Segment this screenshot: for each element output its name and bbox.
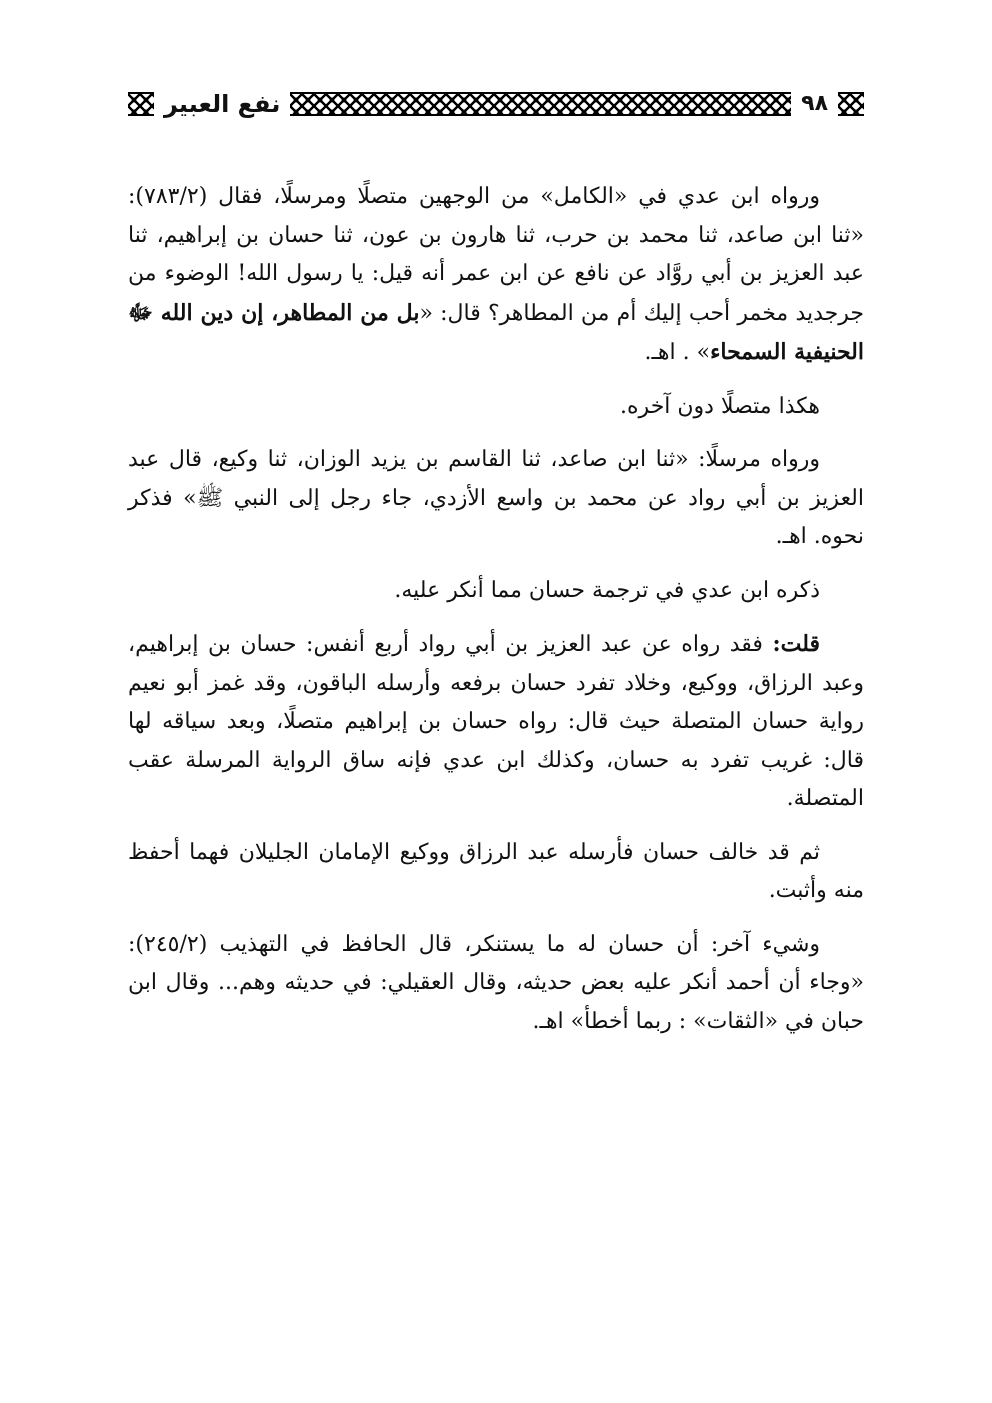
paragraph-1-text-a: ورواه ابن عدي في «الكامل» من الوجهين متصلًا ومرسلًا، فقال (٧٨٣/٢): «ثنا ابن صاعد، ثنا محمد بن حرب، ثنا هارون بن عون، ثنا حسان بن إبراهيم، ثنا عبد العزيز بن أبي روَّاد عن نافع عن ابن عمر أنه قيل: يا رسول الله! الوضوء من جرجديد مخمر أحب إليك أم من المطاهر؟ قال: « <box>128 184 864 326</box>
header-ornament-band-icon <box>290 92 791 116</box>
book-title: نفع العبير <box>164 90 281 118</box>
paragraph-5 <box>128 625 864 819</box>
paragraph-6: ثم قد خالف حسان فأرسله عبد الرزاق ووكيع الإمامان الجليلان فهما أحفظ منه وأثبت. <box>128 839 864 903</box>
paragraph-1-text-b: » . اهـ. <box>644 340 711 365</box>
paragraph-1 <box>128 178 864 373</box>
paragraph-5-text: فقد رواه عن عبد العزيز بن أبي رواد أربع أنفس: حسان بن إبراهيم، وعبد الرزاق، ووكيع، وخلاد تفرد حسان برفعه وأرسله الباقون، وقد غمز أبو نعيم رواية حسان المتصلة حيث قال: رواه حسان بن إبراهيم متصلًا، وبعد سياقه لها قال: غريب تفرد به حسان، وكذلك ابن عدي فإنه ساق الرواية المرسلة عقب المتصلة. <box>128 632 864 811</box>
body-text <box>128 178 864 1056</box>
header-ornament-right-icon <box>838 92 864 116</box>
paragraph-4: ذكره ابن عدي في ترجمة حسان مما أنكر عليه. <box>394 577 820 603</box>
paragraph-3: ورواه مرسلًا: «ثنا ابن صاعد، ثنا القاسم بن يزيد الوزان، ثنا وكيع، قال عبد العزيز بن أبي رواد عن محمد بن واسع الأزدي، جاء رجل إلى النبي ﷺ» فذكر نحوه. اهـ. <box>128 447 864 549</box>
header-ornament-left-icon <box>128 92 154 116</box>
paragraph-5-label: قلت: <box>772 631 820 657</box>
page-number: ٩٨ <box>801 91 828 116</box>
paragraph-7: وشيء آخر: أن حسان له ما يستنكر، قال الحافظ في التهذيب (٢٤٥/٢): «وجاء أن أحمد أنكر عليه بعض حديثه، وقال العقيلي: في حديثه وهم... وقال ابن حبان في «الثقات» : ربما أخطأ» اهـ. <box>128 931 864 1034</box>
paragraph-1-quote-bold: بل من المطاهر، إن دين الله ﷻ الحنيفية السمحاء <box>128 299 864 365</box>
paragraph-2: هكذا متصلًا دون آخره. <box>620 393 820 419</box>
running-header <box>128 84 864 124</box>
